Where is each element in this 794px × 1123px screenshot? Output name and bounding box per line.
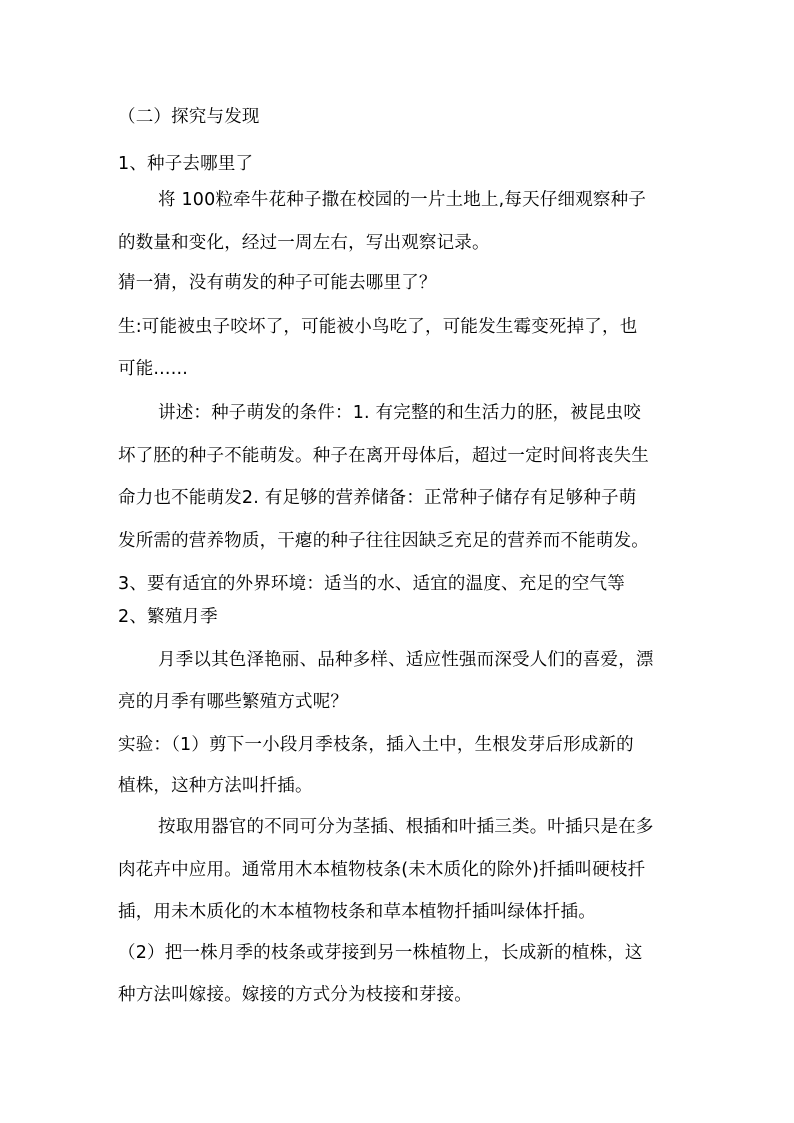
paragraph-line: 月季以其色泽艳丽、品种多样、适应性强而深受人们的喜爱，漂 [158, 650, 654, 670]
paragraph-line: 插，用未木质化的木本植物枝条和草本植物扦插叫绿体扦插。 [118, 902, 596, 922]
paragraph-line: 讲述：种子萌发的条件：1. 有完整的和生活力的胚，被昆虫咬 [158, 403, 642, 423]
paragraph-line: 亮的月季有哪些繁殖方式呢？ [118, 692, 349, 712]
paragraph-line: 实验：（1）剪下一小段月季枝条，插入土中，生根发芽后形成新的 [118, 735, 634, 755]
paragraph-line: 植株，这种方法叫扦插。 [118, 776, 313, 796]
paragraph-line: 坏了胚的种子不能萌发。种子在离开母体后，超过一定时间将丧失生 [118, 446, 649, 466]
paragraph-line: 将 100粒牵牛花种子撒在校园的一片土地上,每天仔细观察种子 [158, 190, 647, 210]
paragraph-line: 猜一猜，没有萌发的种子可能去哪里了？ [118, 273, 437, 293]
subsection-heading-seeds: 1、种子去哪里了 [118, 154, 254, 174]
paragraph-line: （2）把一株月季的枝条或芽接到另一株植物上，长成新的植株，这 [118, 943, 643, 963]
paragraph-line: 生:可能被虫子咬坏了，可能被小鸟吃了，可能发生霉变死掉了，也 [118, 317, 638, 337]
paragraph-line: 种方法叫嫁接。嫁接的方式分为枝接和芽接。 [118, 985, 472, 1005]
paragraph-line: 可能...... [118, 359, 188, 379]
paragraph-line: 命力也不能萌发2. 有足够的营养储备：正常种子储存有足够种子萌 [118, 488, 637, 508]
paragraph-line: 的数量和变化，经过一周左右，写出观察记录。 [118, 233, 490, 253]
paragraph-line: 肉花卉中应用。通常用木本植物枝条(未木质化的除外)扦插叫硬枝扦 [118, 860, 646, 880]
section-heading: （二）探究与发现 [118, 107, 260, 127]
paragraph-line: 发所需的营养物质，干瘪的种子往往因缺乏充足的营养而不能萌发。 [118, 531, 649, 551]
paragraph-line: 按取用器官的不同可分为茎插、根插和叶插三类。叶插只是在多 [158, 817, 654, 837]
subsection-heading-roses: 2、繁殖月季 [118, 607, 218, 627]
paragraph-line: 3、要有适宜的外界环境：适当的水、适宜的温度、充足的空气等 [118, 574, 625, 594]
